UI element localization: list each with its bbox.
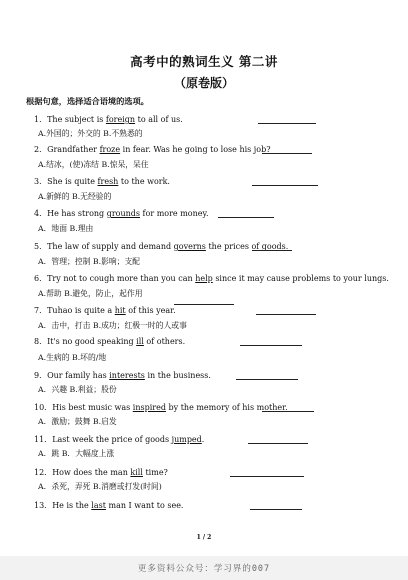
underlined-word: jumped — [171, 435, 202, 444]
question-text-before: Grandfather — [47, 145, 100, 154]
question-options: A.生病的 B.坏的/地 — [38, 353, 107, 362]
question-text-after: in fear. Was he going to lose his job? — [120, 145, 271, 154]
answer-blank[interactable] — [248, 435, 308, 444]
underlined-word: froze — [99, 145, 121, 154]
question-text-before: Try not to cough more than you can — [47, 274, 196, 283]
underlined-word: last — [91, 501, 106, 510]
question-options: A.帮助 B.避免，防止，起作用 — [38, 289, 143, 298]
answer-blank[interactable] — [252, 177, 318, 186]
underlined-word: hit — [114, 306, 126, 315]
question-options: A.外国的；外交的 B.不熟悉的 — [38, 129, 143, 138]
footer-watermark: 更多资料公众号：学习界的007 — [137, 564, 271, 574]
question-6 — [34, 273, 389, 284]
question-text-before: She is quite — [47, 177, 98, 186]
question-text-before: Tuhao is quite a — [47, 306, 115, 315]
question-number: 7． — [34, 306, 48, 315]
question-text-after: to the work. — [118, 177, 170, 186]
underlined-word: grounds — [106, 209, 140, 218]
question-text-after: time? — [142, 468, 168, 477]
question-text-before: The law of supply and demand — [47, 242, 174, 251]
answer-blank[interactable] — [230, 468, 304, 477]
question-10 — [34, 402, 288, 413]
question-text-before: It's no good speaking — [47, 337, 137, 346]
question-13 — [34, 500, 183, 511]
answer-blank[interactable] — [252, 242, 292, 251]
underlined-word: help — [195, 274, 213, 283]
underlined-word: ill — [136, 337, 144, 346]
question-12 — [34, 467, 168, 478]
answer-blank[interactable] — [218, 209, 274, 218]
answer-blank[interactable] — [262, 145, 312, 154]
question-number: 11． — [34, 435, 53, 444]
document-title: 高考中的熟词生义 第二讲 — [130, 54, 278, 69]
question-number: 13． — [34, 501, 53, 510]
question-number: 6． — [34, 274, 48, 283]
underlined-word: governs — [173, 242, 206, 251]
question-1 — [34, 114, 183, 125]
question-text-after: to all of us. — [135, 115, 183, 124]
question-number: 3． — [34, 177, 48, 186]
question-text-after: the prices of goods. — [205, 242, 289, 251]
question-number: 4． — [34, 209, 48, 218]
question-11 — [34, 434, 204, 445]
document-subtitle: （原卷版） — [173, 76, 234, 90]
question-options: A.新鲜的 B.无经验的 — [38, 192, 112, 201]
question-text-after: of others. — [143, 337, 186, 346]
question-3 — [34, 176, 170, 187]
underlined-word: interests — [109, 371, 145, 380]
question-7 — [34, 305, 176, 316]
answer-blank[interactable] — [250, 501, 302, 510]
answer-blank[interactable] — [240, 337, 302, 346]
instruction-text: 根据句意，选择适合语境的选项。 — [26, 96, 149, 106]
answer-blank[interactable] — [174, 296, 234, 305]
question-number: 10． — [34, 403, 53, 412]
question-number: 12． — [34, 468, 53, 477]
question-text-after: . — [201, 435, 205, 444]
question-text-after: in the business. — [144, 371, 211, 380]
question-5 — [34, 241, 288, 252]
question-text-before: His best music was — [52, 403, 133, 412]
question-options: A．兴趣 B.利益；股份 — [38, 385, 117, 394]
question-8 — [34, 336, 185, 347]
question-number: 8． — [34, 337, 48, 346]
question-text-before: He is the — [52, 501, 92, 510]
question-options: A.结冰，(使)冻结 B.惊呆，呆住 — [38, 160, 149, 169]
page-number: 1 / 2 — [196, 534, 212, 541]
question-options: A．地面 B.理由 — [38, 224, 94, 233]
question-text-after: for more money. — [140, 209, 209, 218]
question-text-before: Our family has — [47, 371, 110, 380]
question-text-after: since it may cause problems to your lungs. — [212, 274, 389, 283]
answer-blank[interactable] — [262, 403, 314, 412]
answer-blank[interactable] — [236, 371, 298, 380]
question-text-before: How does the man — [52, 468, 131, 477]
question-number: 5． — [34, 242, 48, 251]
question-options: A．管理；控制 B.影响；支配 — [38, 257, 141, 266]
question-text-after: of this year. — [125, 306, 176, 315]
question-options: A．杀死，弄死 B.消磨或打发(时间) — [38, 482, 162, 491]
underlined-word: fresh — [97, 177, 119, 186]
underlined-word: inspired — [132, 403, 166, 412]
question-text-before: The subject is — [47, 115, 106, 124]
question-options: A．跳 B．大幅度上涨 — [38, 449, 115, 458]
answer-blank[interactable] — [256, 306, 316, 315]
question-options: A．激励；鼓舞 B.启发 — [38, 417, 117, 426]
question-number: 1． — [34, 115, 48, 124]
question-2 — [34, 144, 271, 155]
question-9 — [34, 370, 211, 381]
answer-blank[interactable] — [258, 115, 316, 124]
underlined-word: foreign — [105, 115, 136, 124]
question-text-after: man I want to see. — [105, 501, 184, 510]
question-text-after: by the memory of his mother. — [165, 403, 288, 412]
question-text-before: He has strong — [47, 209, 107, 218]
underlined-word: kill — [130, 468, 143, 477]
question-text-before: Last week the price of goods — [52, 435, 172, 444]
question-number: 9． — [34, 371, 48, 380]
question-options: A．击中，打击 B.成功；红极一时的人或事 — [38, 321, 187, 330]
question-number: 2． — [34, 145, 48, 154]
question-4 — [34, 208, 208, 219]
